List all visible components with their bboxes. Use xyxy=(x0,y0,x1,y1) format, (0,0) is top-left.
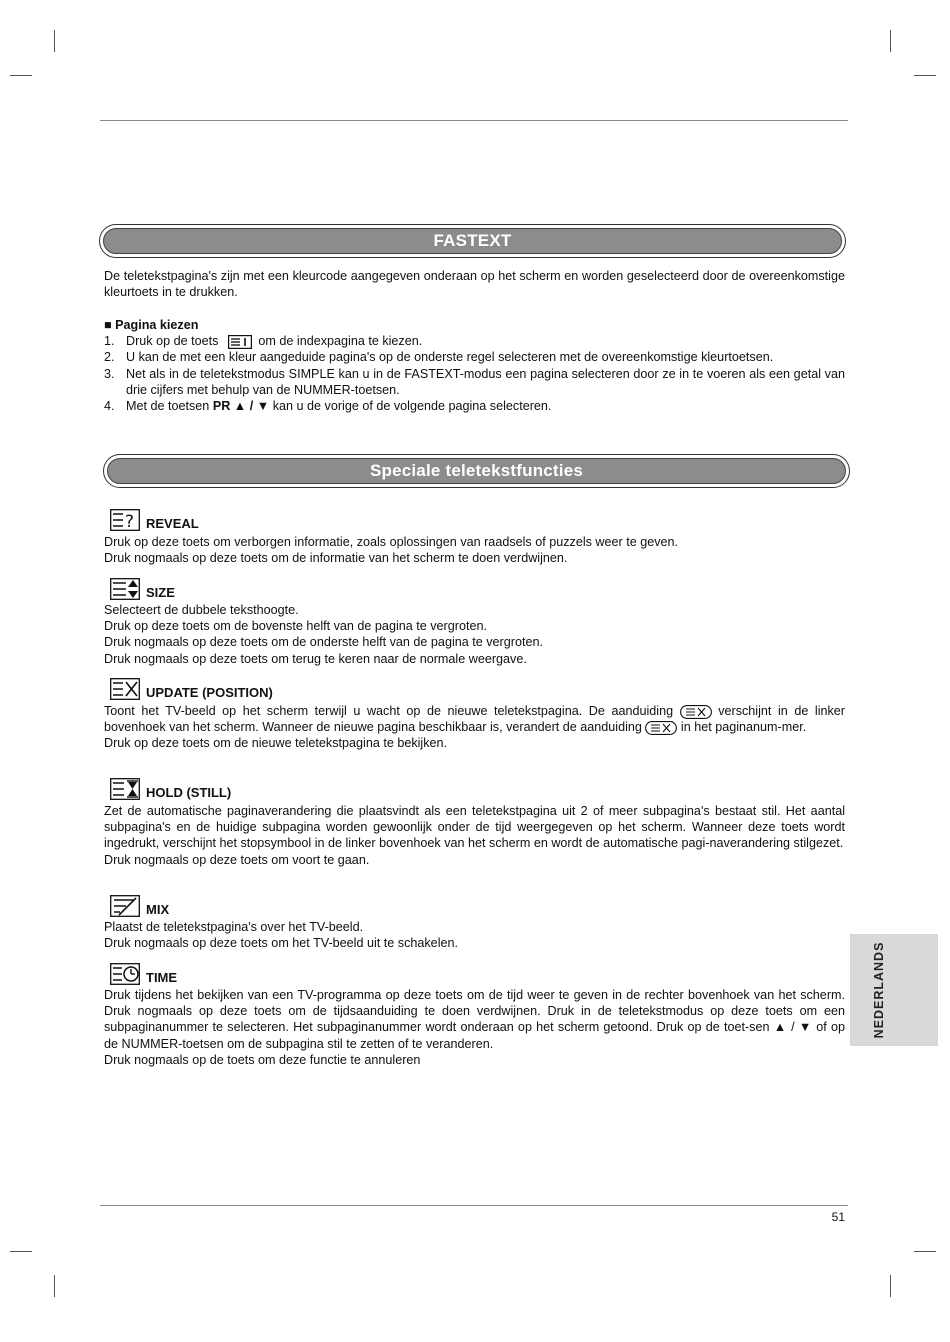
size-line: Selecteert de dubbele teksthoogte. xyxy=(104,603,299,617)
pagina-kiezen-title: Pagina kiezen xyxy=(115,318,199,332)
time-icon xyxy=(110,963,140,985)
reveal-line: Druk op deze toets om verborgen informatie, zoals oplossingen van raadsels of puzzels weer te geven. xyxy=(104,535,679,549)
reveal-description xyxy=(104,534,845,566)
top-rule xyxy=(100,120,848,121)
bottom-rule xyxy=(100,1205,848,1206)
time-paragraph: Druk tijdens het bekijken van een TV-programma op deze toets om de tijd weer te geven in de rechter bovenhoek van het scherm. Druk nogmaals op deze toets om de tijdsaanduiding te doen verdwijnen. Druk in de teletekstmodus op deze toets om een subpaginanummer te selecteren. Het subpaginanummer wordt onderaan op het scherm getoond. Druk op de toet-sen ▲ / ▼ of op de NUMMER-toetsen om de subpagina stil te zetten of te veranderen. xyxy=(104,988,845,1051)
update-description xyxy=(104,703,845,752)
list-item xyxy=(104,333,845,349)
step-text: Met de toetsen xyxy=(126,399,210,414)
index-key-icon xyxy=(228,335,252,349)
language-side-label: NEDERLANDS xyxy=(872,941,886,1039)
hold-label: HOLD (STILL) xyxy=(146,785,232,800)
update-indicator-icon xyxy=(680,705,712,719)
size-line: Druk op deze toets om de bovenste helft van de pagina te vergroten. xyxy=(104,619,487,634)
size-heading xyxy=(110,574,175,600)
crop-mark xyxy=(890,30,891,52)
time-label: TIME xyxy=(146,970,178,985)
crop-mark xyxy=(10,75,32,76)
mix-description xyxy=(104,919,845,951)
update-indicator-icon xyxy=(645,721,677,735)
size-description xyxy=(104,602,845,667)
hold-description xyxy=(104,803,845,868)
step-number: 4. xyxy=(104,399,115,414)
mix-icon xyxy=(110,895,140,917)
special-title: Speciale teletekstfuncties xyxy=(369,461,584,480)
time-description xyxy=(104,987,845,1068)
step-text: om de indexpagina te kiezen. xyxy=(258,334,423,349)
pagina-kiezen-section xyxy=(104,317,845,414)
special-banner-bar xyxy=(107,458,846,484)
mix-label: MIX xyxy=(146,902,170,917)
update-icon xyxy=(110,678,140,700)
size-line: Druk nogmaals op deze toets om de onderste helft van de pagina te vergroten. xyxy=(104,635,543,650)
crop-mark xyxy=(914,1251,936,1252)
svg-text:?: ? xyxy=(125,512,135,531)
pr-keys-label: PR ▲ / ▼ xyxy=(212,399,270,414)
update-label: UPDATE (POSITION) xyxy=(146,685,273,700)
crop-mark xyxy=(10,1251,32,1252)
reveal-icon xyxy=(110,509,140,531)
page-number: 51 xyxy=(831,1210,845,1224)
size-icon xyxy=(110,578,140,600)
size-label: SIZE xyxy=(146,585,175,600)
update-text: verschijnt in de linker bovenhoek van het scherm. Wanneer de nieuwe pagina beschikbaar is, verandert de aanduiding xyxy=(104,704,845,735)
pagina-kiezen-heading xyxy=(104,317,845,333)
time-line: Druk nogmaals op de toets om deze functie te annuleren xyxy=(104,1052,421,1067)
update-text: in het paginanum-mer. xyxy=(680,720,807,735)
hold-heading xyxy=(110,774,231,800)
list-item xyxy=(104,366,845,398)
crop-mark xyxy=(890,1275,891,1297)
fastext-title: FASTEXT xyxy=(433,231,512,250)
square-bullet-icon: ■ xyxy=(104,318,112,332)
special-banner xyxy=(103,454,850,488)
fastext-intro: De teletekstpagina's zijn met een kleurcode aangegeven onderaan op het scherm en worden geselecteerd door de overeenkomstige kleurtoets in te drukken. xyxy=(104,269,845,300)
step-text: Druk op de toets xyxy=(126,334,219,349)
step-text: U kan de met een kleur aangeduide pagina's op de onderste regel selecteren met de overeenkomstige kleurtoetsen. xyxy=(126,350,774,365)
crop-mark xyxy=(54,1275,55,1297)
step-text: kan u de vorige of de volgende pagina selecteren. xyxy=(272,399,552,414)
mix-heading xyxy=(110,891,169,917)
reveal-label: REVEAL xyxy=(146,516,199,531)
time-heading xyxy=(110,959,177,985)
step-text: Net als in de teletekstmodus SIMPLE kan u in de FASTEXT-modus een pagina selecteren door ze in te voeren als een getal van drie cijfers met behulp van de NUMMER-toetsen. xyxy=(126,366,845,397)
crop-mark xyxy=(914,75,936,76)
update-line: Druk op deze toets om de nieuwe teletekstpagina te bekijken. xyxy=(104,736,448,751)
mix-line: Plaatst de teletekstpagina's over het TV-beeld. xyxy=(104,920,364,934)
update-text: Toont het TV-beeld op het scherm terwijl u wacht op de nieuwe teletekstpagina. De aanduiding xyxy=(104,704,674,718)
step-number: 2. xyxy=(104,350,115,365)
fastext-banner xyxy=(99,224,846,258)
pagina-kiezen-steps xyxy=(104,333,845,414)
crop-mark xyxy=(54,30,55,52)
hold-icon xyxy=(110,778,140,800)
size-line: Druk nogmaals op deze toets om terug te keren naar de normale weergave. xyxy=(104,651,527,666)
step-number: 1. xyxy=(104,334,115,349)
hold-line: Druk nogmaals op deze toets om voort te gaan. xyxy=(104,852,370,867)
update-heading xyxy=(110,674,273,700)
reveal-heading xyxy=(110,505,199,531)
reveal-line: Druk nogmaals op deze toets om de informatie van het scherm te doen verdwijnen. xyxy=(104,551,568,566)
language-side-tab xyxy=(850,934,938,1046)
list-item xyxy=(104,398,845,414)
fastext-banner-bar xyxy=(103,228,842,254)
mix-line: Druk nogmaals op deze toets om het TV-beeld uit te schakelen. xyxy=(104,936,458,951)
step-number: 3. xyxy=(104,366,115,381)
hold-paragraph: Zet de automatische paginaverandering die plaatsvindt als een teletekstpagina uit 2 of meer subpagina's bestaat stil. Het aantal subpagina's en de huidige subpagina worden gewoonlijk onder de tijd weergegeven op het scherm. Wanneer deze toets wordt ingedrukt, verschijnt het stopsymbool in de linker bovenhoek van het scherm en wordt de automatische pagi-naverandering stilgezet. xyxy=(104,804,845,851)
list-item xyxy=(104,349,845,365)
